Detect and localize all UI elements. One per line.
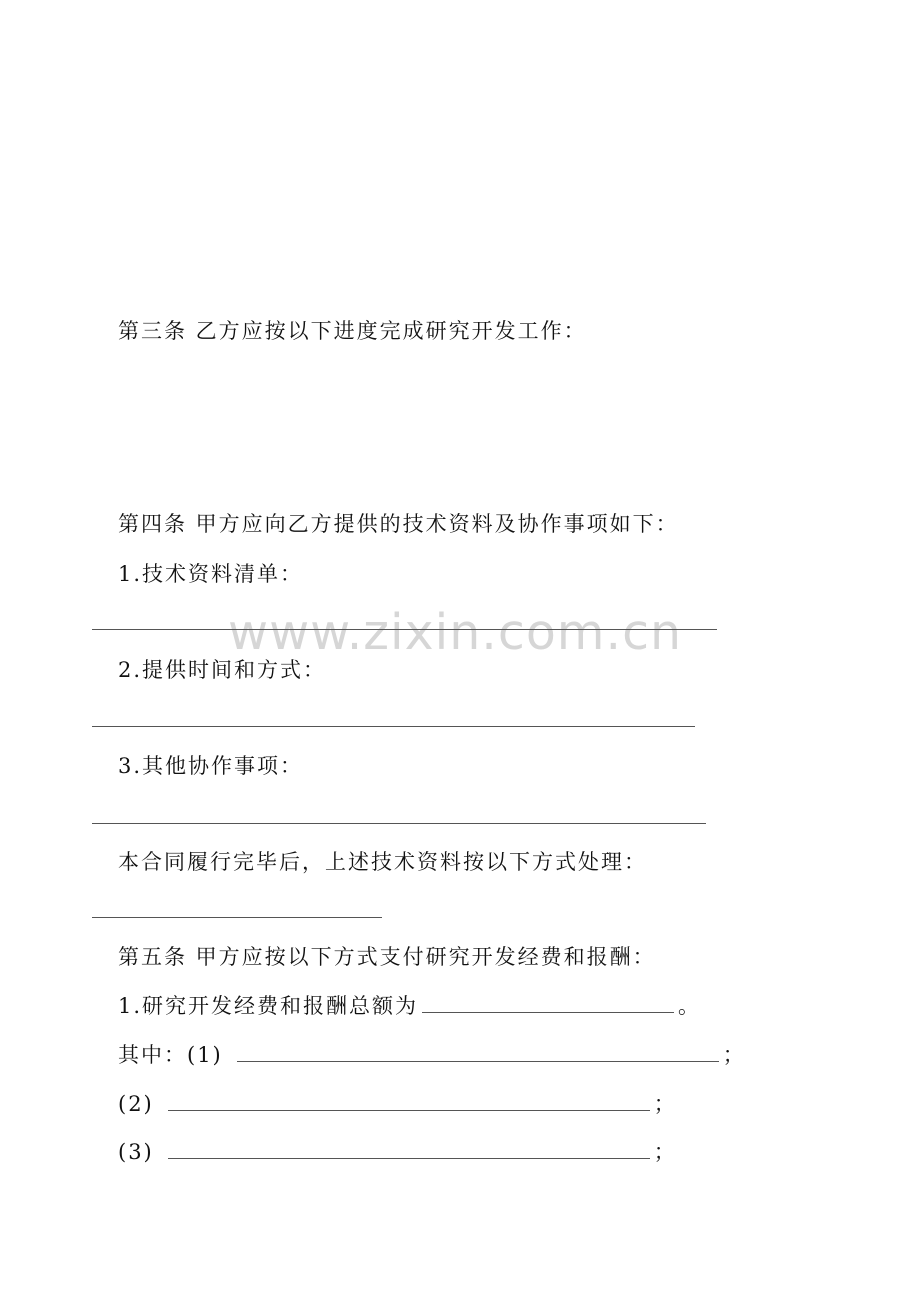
delivery-time-method-label: 2.提供时间和方式： bbox=[118, 658, 327, 682]
total-amount-label: 1.研究开发经费和报酬总额为 bbox=[118, 994, 419, 1018]
payment-item-2-blank bbox=[168, 1109, 650, 1111]
watermark: www.zixin.com.cn bbox=[228, 604, 683, 661]
payment-item-1-line bbox=[118, 1045, 746, 1066]
payment-item-3-line bbox=[118, 1142, 677, 1163]
payment-item-3-suffix: ； bbox=[653, 1140, 677, 1164]
payment-item-2-line bbox=[118, 1094, 677, 1115]
article-5-heading: 第五条 甲方应按以下方式支付研究开发经费和报酬： bbox=[118, 945, 656, 969]
tech-materials-list-label: 1.技术资料清单： bbox=[118, 562, 304, 586]
total-amount-line bbox=[118, 996, 701, 1017]
payment-item-1-suffix: ； bbox=[722, 1043, 746, 1067]
other-cooperation-label: 3.其他协作事项： bbox=[118, 754, 304, 778]
delivery-time-method-blank bbox=[92, 726, 695, 727]
article-4-heading: 第四条 甲方应向乙方提供的技术资料及协作事项如下： bbox=[118, 512, 679, 536]
total-amount-suffix: 。 bbox=[678, 994, 702, 1018]
payment-item-3-blank bbox=[168, 1157, 650, 1159]
payment-item-2-suffix: ； bbox=[653, 1092, 677, 1116]
payment-item-1-blank bbox=[237, 1060, 719, 1062]
article-3-heading: 第三条 乙方应按以下进度完成研究开发工作： bbox=[118, 319, 587, 343]
payment-item-3-label: (3) bbox=[118, 1140, 154, 1164]
tech-materials-list-blank bbox=[92, 629, 717, 630]
payment-item-1-label: 其中：(1) bbox=[118, 1043, 223, 1067]
payment-item-2-label: (2) bbox=[118, 1092, 154, 1116]
other-cooperation-blank bbox=[92, 823, 706, 824]
materials-disposal-blank bbox=[92, 917, 382, 918]
total-amount-blank bbox=[422, 1011, 674, 1013]
materials-disposal-label: 本合同履行完毕后，上述技术资料按以下方式处理： bbox=[118, 850, 647, 874]
